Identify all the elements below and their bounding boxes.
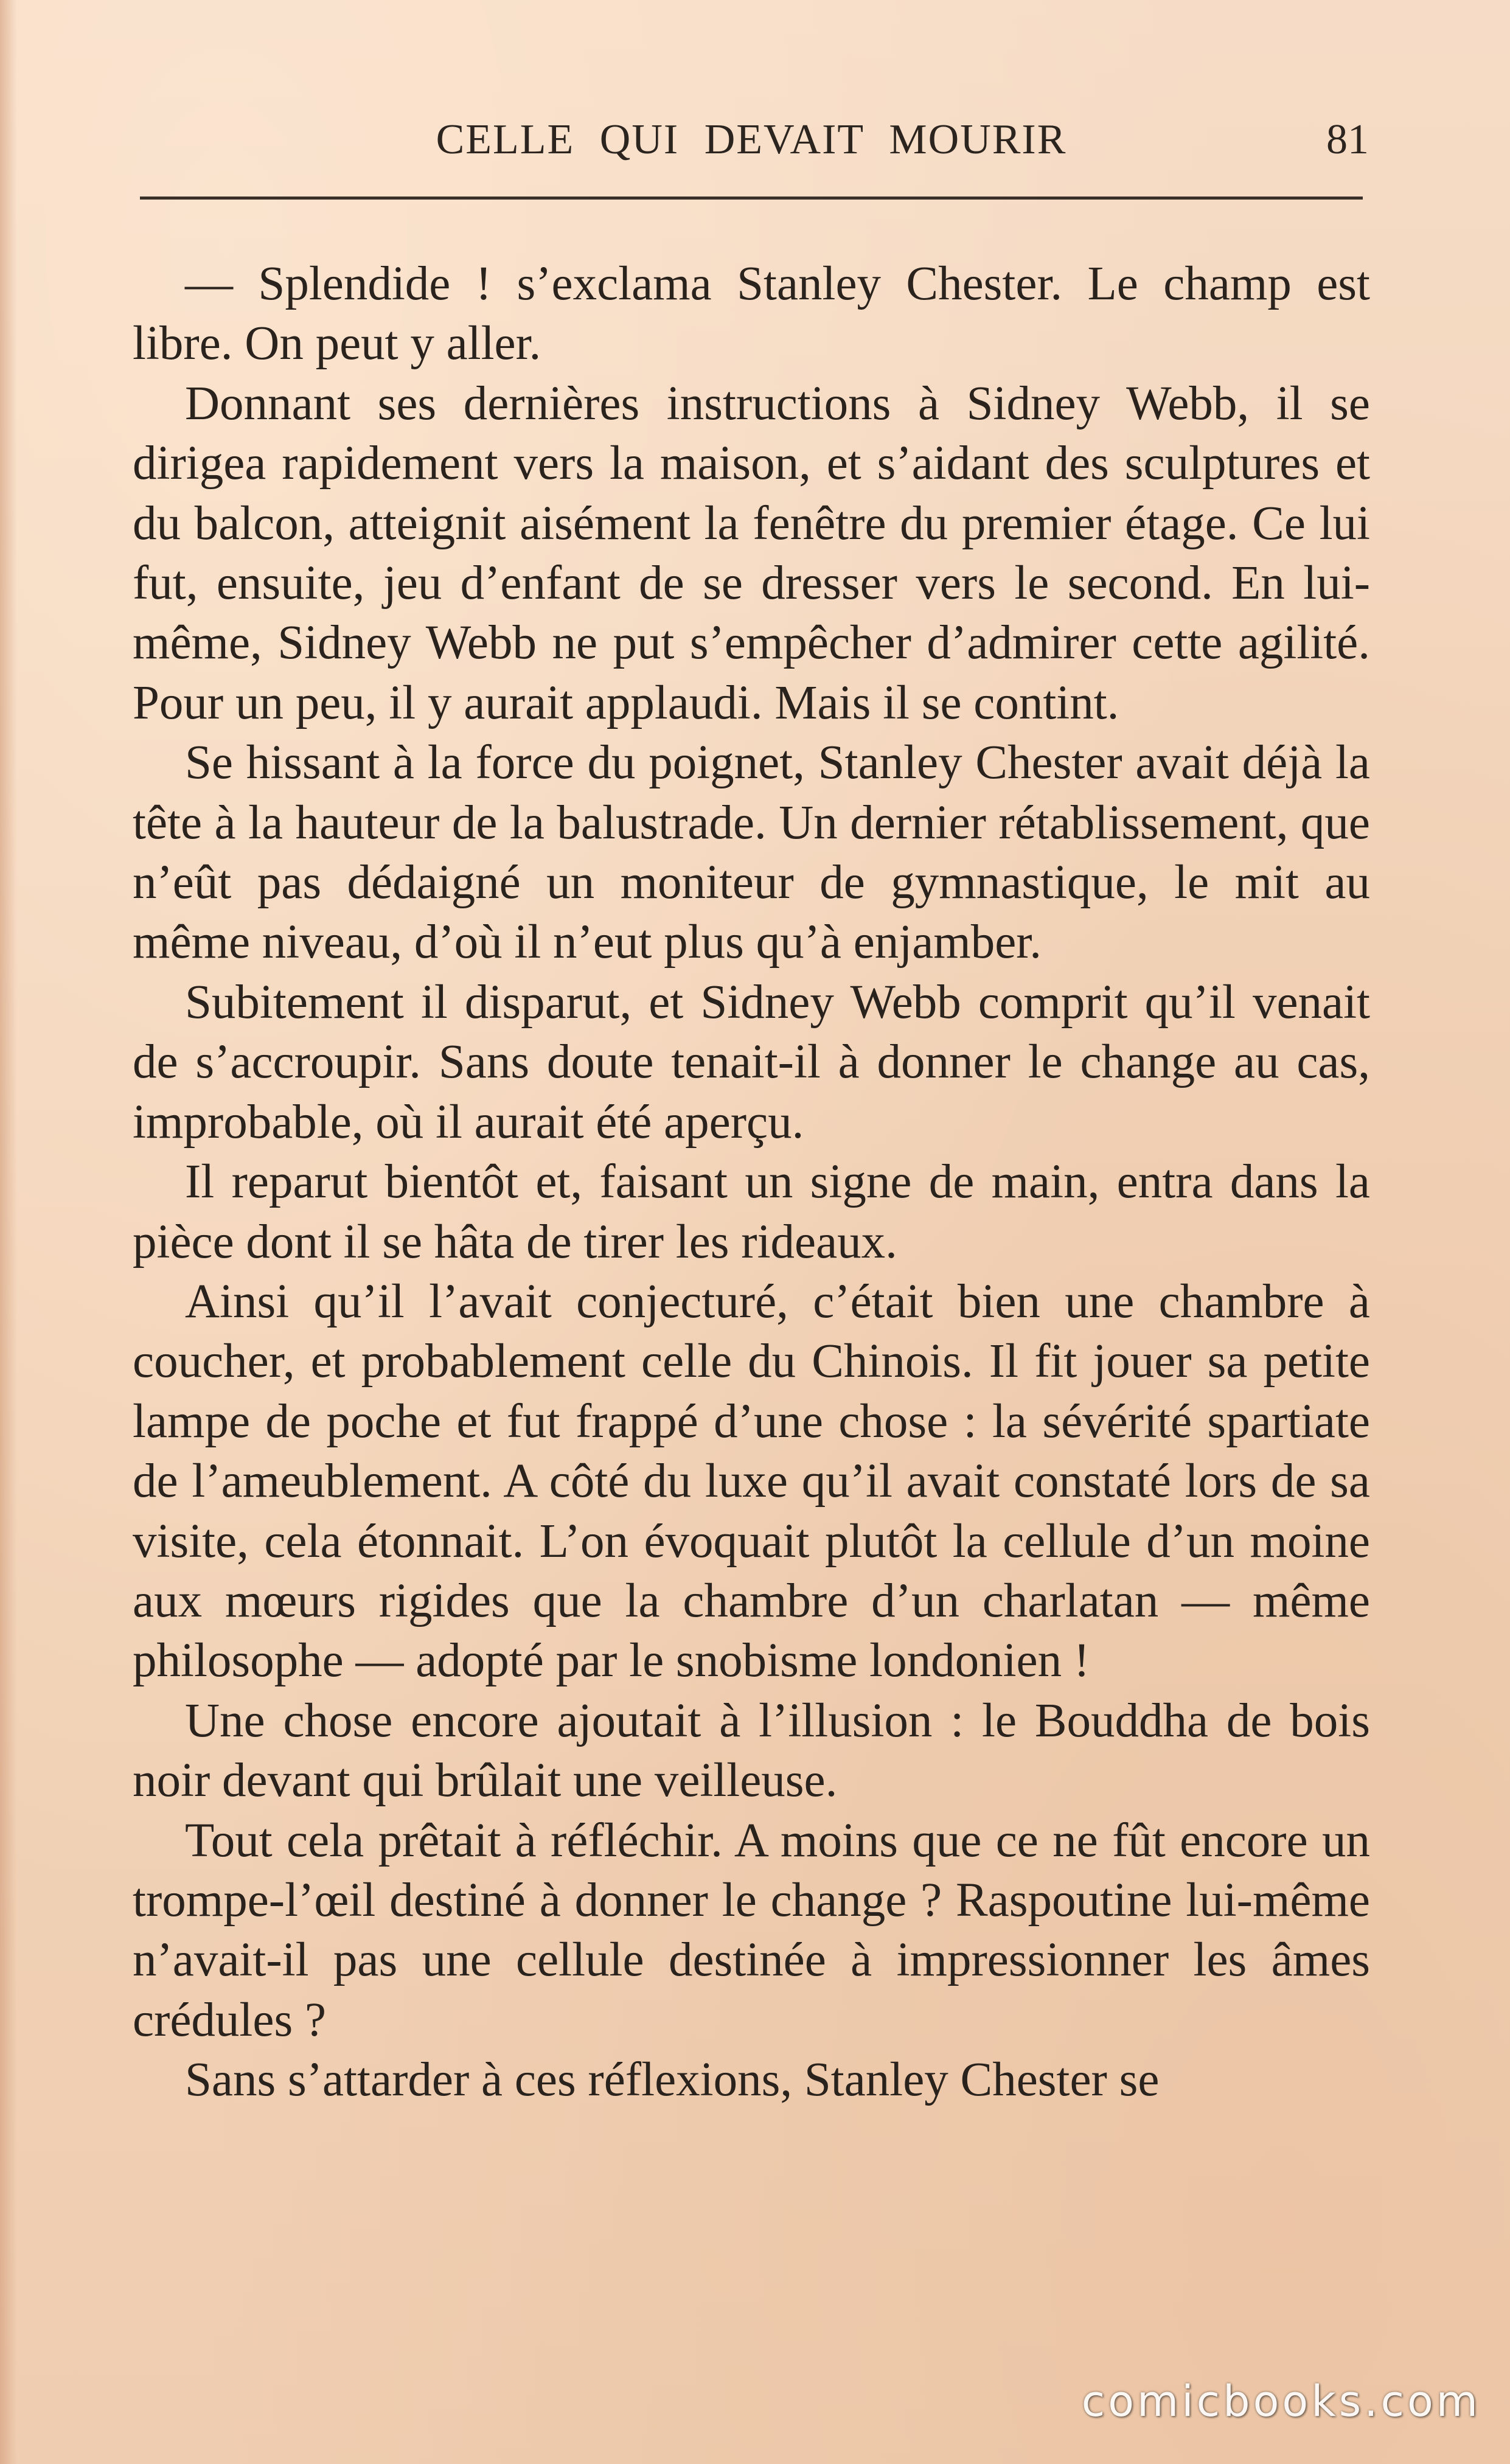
paragraph: Tout cela prêtait à réfléchir. A moins que ce ne fût encore un trompe-l’œil destiné à donner le change ? Raspoutine lui-même n’avait-il pas une cellule destinée à impressionner les âmes crédules ? [133,1814,1370,2047]
paragraph: Ainsi qu’il l’avait conjecturé, c’était bien une chambre à coucher, et probablement celle du Chinois. Il fit jouer sa petite lampe de poche et fut frappé d’une chose : la sévérité spartiate de l’ameublement. A côté du luxe qu’il avait constaté lors de sa visite, cela étonnait. L’on évoquait plutôt la cellule d’un moine aux mœurs rigides que la chambre d’un charlatan — même philosophe — adopté par le snobisme londonien ! [133,1275,1370,1688]
paragraph: Une chose encore ajoutait à l’illusion : le Bouddha de bois noir devant qui brûlait une veilleuse. [133,1694,1370,1808]
paragraph: Se hissant à la force du poignet, Stanley Chester avait déjà la tête à la hauteur de la balustrade. Un dernier rétablissement, que n’eût pas dédaigné un moniteur de gymnastique, le mit au même niveau, d’où il n’eut plus qu’à enjamber. [133,736,1370,969]
watermark: comicbooks.com [1081,2376,1481,2426]
paragraph: Il reparut bientôt et, faisant un signe de main, entra dans la pièce dont il se hâta de tirer les rideaux. [133,1155,1370,1269]
header-rule [140,197,1363,200]
running-title: CELLE QUI DEVAIT MOURIR [436,116,1067,163]
paragraph: Sans s’attarder à ces réflexions, Stanley Chester se [185,2053,1160,2107]
page-header [134,116,1369,176]
page-number: 81 [1326,116,1369,163]
page-edge-shadow [0,0,17,2464]
body-text [133,254,1370,2111]
paragraph: Donnant ses dernières instructions à Sidney Webb, il se dirigea rapidement vers la maison, et s’aidant des sculptures et du balcon, atteignit aisément la fenêtre du premier étage. Ce lui fut, ensuite, jeu d’enfant de se dresser vers le second. En lui-même, Sidney Webb ne put s’empêcher d’admirer cette agilité. Pour un peu, il y aurait applaudi. Mais il se contint. [133,377,1370,729]
paragraph: Subitement il disparut, et Sidney Webb comprit qu’il venait de s’accroupir. Sans doute tenait-il à donner le change au cas, improbable, où il aurait été aperçu. [133,975,1370,1149]
paragraph: — Splendide ! s’exclama Stanley Chester. Le champ est libre. On peut y aller. [133,257,1370,371]
